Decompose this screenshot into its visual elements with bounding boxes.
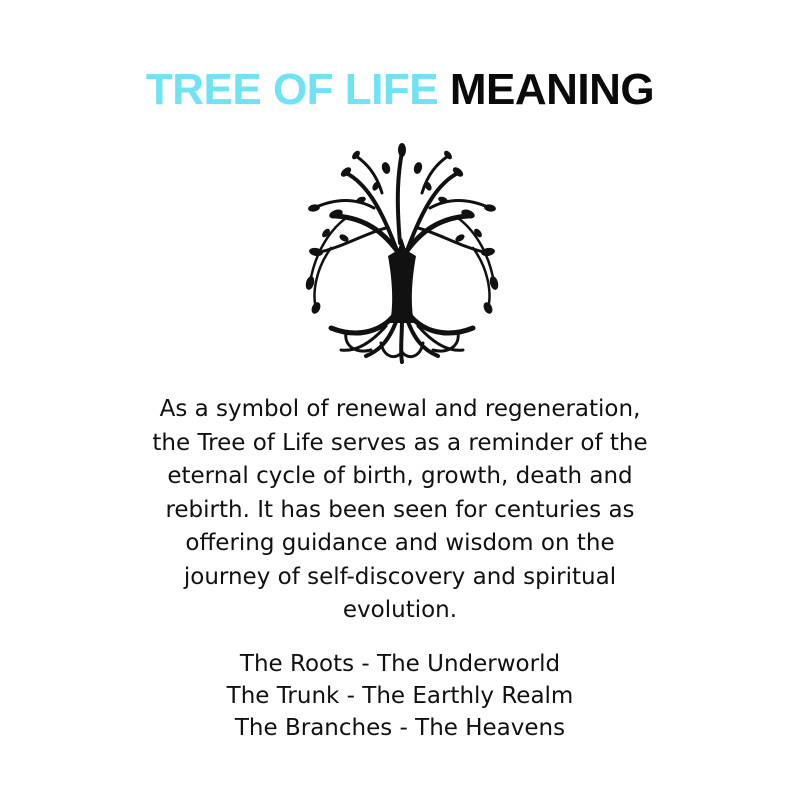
section-branches: The Branches - The Heavens: [234, 715, 566, 741]
description-line: As a symbol of renewal and regeneration,: [159, 396, 641, 422]
title-accent: TREE OF LIFE: [145, 65, 439, 114]
description-line: rebirth. It has been seen for centuries as: [165, 496, 635, 523]
description-text: [100, 393, 700, 628]
description-line: the Tree of Life serves as a reminder of the: [152, 429, 648, 456]
page-title: [0, 62, 800, 118]
tree-of-life-icon: [286, 138, 518, 370]
title-dark: MEANING: [449, 65, 655, 114]
description-line: evolution.: [342, 597, 458, 623]
description-line: journey of self-discovery and spiritual: [183, 563, 617, 590]
description-line: eternal cycle of birth, growth, death and: [167, 463, 633, 489]
description-line: offering guidance and wisdom on the: [185, 530, 615, 556]
section-trunk: The Trunk - The Earthly Realm: [226, 683, 574, 709]
tree-sections-list: [100, 648, 700, 744]
section-roots: The Roots - The Underworld: [239, 651, 561, 677]
